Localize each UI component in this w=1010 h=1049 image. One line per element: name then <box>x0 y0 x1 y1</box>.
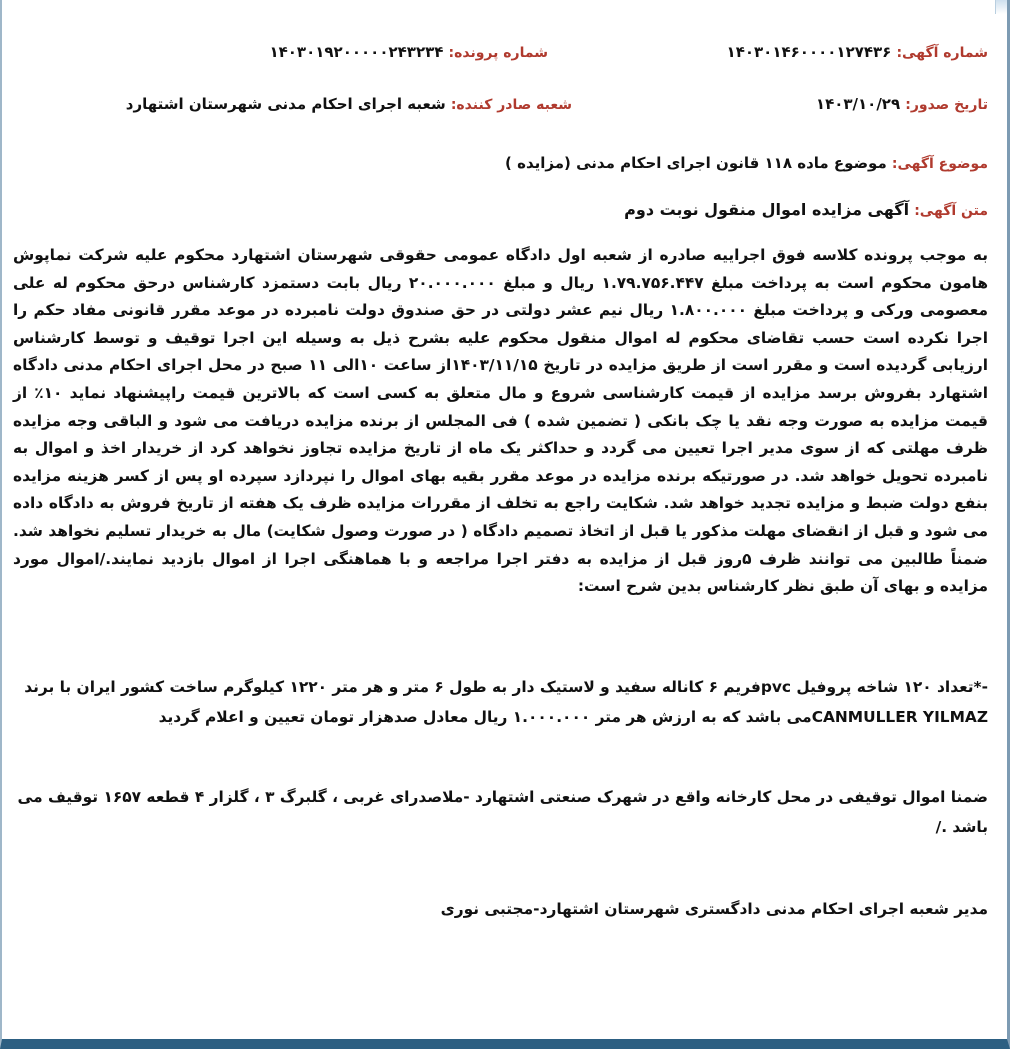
text-title-row <box>624 200 988 219</box>
text-title-label: متن آگهی: <box>914 203 988 219</box>
case-number-row <box>269 42 548 61</box>
subject-row <box>505 153 988 172</box>
location-note: ضمنا اموال توقیفی در محل کارخانه واقع در شهرک صنعتی اشتهارد -ملاصدرای غربی ، گلبرگ ۳ ، گلزار ۴ قطعه ۱۶۵۷ توقیف می باشد ./ <box>17 788 988 836</box>
text-title-value: آگهی مزایده اموال منقول نوبت دوم <box>624 200 910 219</box>
case-number-value: ۱۴۰۳۰۱۹۲۰۰۰۰۰۲۴۳۲۳۴ <box>269 43 444 61</box>
issuer-value: شعبه اجرای احکام مدنی شهرستان اشتهارد <box>125 95 446 113</box>
issuer-label: شعبه صادر کننده: <box>450 97 572 113</box>
notice-number-row <box>727 42 988 61</box>
auction-item: -*تعداد ۱۲۰ شاخه پروفیل pvcفریم ۶ کاناله سفید و لاستیک دار به طول ۶ متر و هر متر ۱۲۲۰ کیلوگرم ساخت کشور ایران با برند CANMULLER YILMAZمی باشد که به ارزش هر متر ۱.۰۰۰.۰۰۰ ریال معادل صدهزار تومان تعیین و اعلام گردید <box>24 678 988 726</box>
issue-date-row <box>816 94 988 113</box>
case-number-label: شماره پرونده: <box>448 45 548 61</box>
issue-date-label: تاریخ صدور: <box>905 97 988 113</box>
notice-number-value: ۱۴۰۳۰۱۴۶۰۰۰۰۱۲۷۴۳۶ <box>726 43 892 61</box>
scroll-corner <box>995 0 1007 14</box>
subject-label: موضوع آگهی: <box>891 156 988 172</box>
signature-line: مدیر شعبه اجرای احکام مدنی دادگستری شهرستان اشتهارد-مجتبی نوری <box>440 900 988 918</box>
subject-value: موضوع ماده ۱۱۸ قانون اجرای احکام مدنی (مزایده ) <box>505 154 887 172</box>
notice-number-label: شماره آگهی: <box>896 45 988 61</box>
body-paragraph: به موجب پرونده کلاسه فوق اجراییه صادره از شعبه اول دادگاه عمومی حقوقی شهرستان اشتهارد محکوم علیه شرکت نماپوش هامون محکوم است به پرداخت مبلغ ۱.۷۹.۷۵۶.۴۴۷ ریال و مبلغ ۲۰.۰۰۰.۰۰۰ ریال بابت دستمزد کارشناس درحق محکوم له علی معصومی ورکی و پرداخت مبلغ ۱.۸۰۰.۰۰۰ ریال نیم عشر دولتی در حق صندوق دولت نامبرده در موعد مقرر قانونی مفاد حکم را اجرا نکرده است حسب تقاضای محکوم له اموال منقول محکوم علیه بشرح ذیل به وسیله این اجرا توقیف و توسط کارشناس ارزیابی گردیده است و مقرر است از طریق مزایده در تاریخ ۱۴۰۳/۱۱/۱۵از ساعت ۱۰الی ۱۱ صبح در محل اجرای احکام مدنی دادگاه اشتهارد بفروش برسد مزایده از قیمت کارشناسی شروع و مال متعلق به کسی است که بالاترین قیمت راپیشنهاد نماید ۱۰٪ از قیمت مزایده به صورت وجه نقد یا چک بانکی ( تضمین شده ) فی المجلس از برنده مزایده دریافت می شود و الباقی وجه مزایده ظرف مهلتی که از سوی مدیر اجرا تعیین می گردد و حداکثر یک ماه از تاریخ مزایده تجاوز نخواهد کرد از خریدار اخذ و اموال به نامبرده تحویل خواهد شد. در صورتیکه برنده مزایده در موعد مقرر بقیه بهای اموال را نپردازد سپرده او پس از کسر هزینه مزایده بنفع دولت ضبط و مزایده تجدید خواهد شد. شکایت راجع به تخلف از مقررات مزایده ظرف یک هفته از تاریخ فروش به دادگاه داده می شود و قبل از انقضای مهلت مذکور یا قبل از اتخاذ تصمیم دادگاه ( در صورت وصول شکایت) مال به خریدار تسلیم نخواهد شد. ضمناً طالبین می توانند ظرف ۵روز قبل از مزایده به دفتر اجرا مراجعه و با هماهنگی اجرا از اموال بازدید نمایند./اموال مورد مزایده و بهای آن طبق نظر کارشناس بدین شرح است: <box>13 246 988 596</box>
issuer-row <box>126 94 572 113</box>
issue-date-value: ۱۴۰۳/۱۰/۲۹ <box>815 95 901 113</box>
